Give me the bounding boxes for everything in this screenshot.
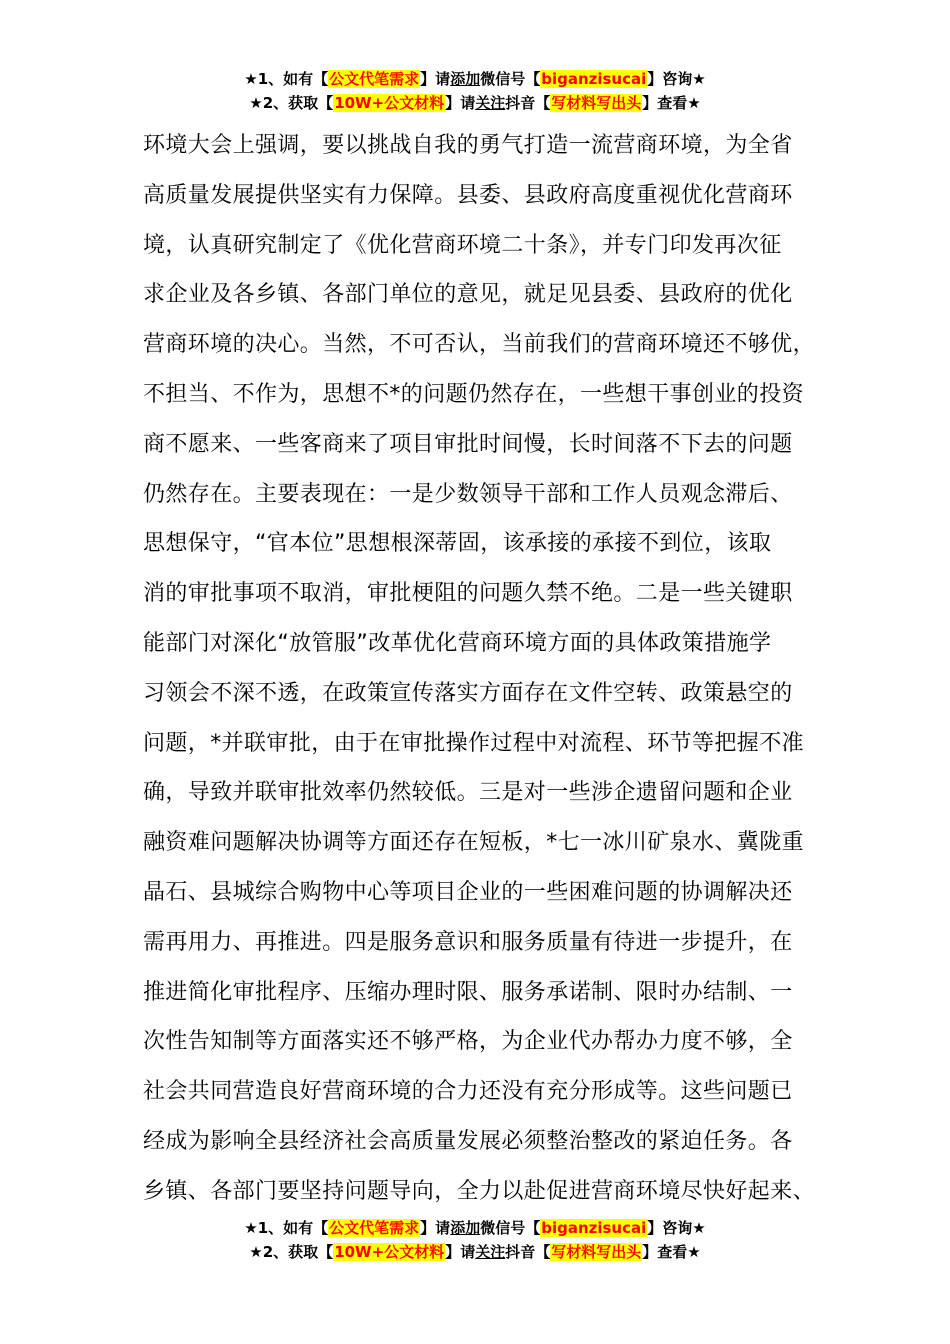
body-line: 需再用力、再推进。四是服务意识和服务质量有待进一步提升，在: [143, 929, 793, 955]
body-line: 商不愿来、一些客商来了项目审批时间慢，长时间落不下去的问题: [143, 431, 793, 457]
body-line: 仍然存在。主要表现在：一是少数领导干部和工作人员观念滞后、: [143, 481, 793, 507]
body-line: 经成为影响全县经济社会高质量发展必须整治整改的紧迫任务。各: [143, 1128, 793, 1154]
banner-text: 】咨询★: [647, 1219, 706, 1237]
body-line: 不担当、不作为，思想不*的问题仍然存在，一些想干事创业的投资: [143, 381, 805, 407]
banner-text: 】请: [445, 94, 476, 112]
banner-text: 】请: [420, 70, 451, 88]
body-line: 问题，*并联审批，由于在审批操作过程中对流程、环节等把握不准: [143, 730, 805, 756]
body-line: 推进简化审批程序、压缩办理时限、服务承诺制、限时办结制、一: [143, 979, 793, 1005]
banner-underlined: 关注: [475, 1243, 506, 1261]
banner-text: ★2、获取【: [249, 94, 334, 112]
banner-text: ★1、如有【: [244, 1219, 329, 1237]
body-line: 次性告知制等方面落实还不够严格，为企业代办帮办力度不够，全: [143, 1029, 793, 1055]
banner-underlined: 添加: [450, 70, 481, 88]
body-line: 融资难问题解决协调等方面还存在短板，*七一冰川矿泉水、冀陇重: [143, 830, 805, 856]
banner-highlight: 10W+公文材料: [334, 94, 445, 112]
body-line: 习领会不深不透，在政策宣传落实方面存在文件空转、政策悬空的: [143, 680, 793, 706]
body-line: 社会共同营造良好营商环境的合力还没有充分形成等。这些问题已: [143, 1079, 793, 1105]
banner-text: 】查看★: [642, 94, 701, 112]
banner-highlight: 公文代笔需求: [329, 1219, 420, 1237]
banner-line-2: [0, 92, 950, 116]
banner-highlight: biganzisucai: [541, 70, 647, 88]
banner-highlight: 写材料写出头: [551, 94, 642, 112]
banner-line-2: [0, 1241, 950, 1265]
body-line: 思想保守，“官本位”思想根深蒂固，该承接的承接不到位，该取: [143, 531, 772, 557]
banner-text: ★1、如有【: [244, 70, 329, 88]
banner-highlight: 10W+公文材料: [334, 1243, 445, 1261]
banner-highlight: biganzisucai: [541, 1219, 647, 1237]
banner-text: 微信号【: [480, 70, 541, 88]
banner-line-1: [0, 68, 950, 92]
header-banner: [0, 68, 950, 116]
banner-text: 抖音【: [505, 94, 551, 112]
banner-text: ★2、获取【: [249, 1243, 334, 1261]
banner-line-1: [0, 1217, 950, 1241]
body-line: 乡镇、各部门要坚持问题导向，全力以赴促进营商环境尽快好起来、: [143, 1178, 816, 1204]
banner-text: 】请: [445, 1243, 476, 1261]
body-line: 确，导致并联审批效率仍然较低。三是对一些涉企遗留问题和企业: [143, 780, 793, 806]
banner-text: 】查看★: [642, 1243, 701, 1261]
body-line: 营商环境的决心。当然，不可否认，当前我们的营商环境还不够优，: [143, 332, 816, 358]
body-line: 能部门对深化“放管服”改革优化营商环境方面的具体政策措施学: [143, 630, 772, 656]
banner-text: 抖音【: [505, 1243, 551, 1261]
body-line: 境，认真研究制定了《优化营商环境二十条》，并专门印发再次征: [143, 232, 782, 258]
document-body: [143, 121, 823, 1217]
banner-highlight: 公文代笔需求: [329, 70, 420, 88]
banner-highlight: 写材料写出头: [551, 1243, 642, 1261]
footer-banner: [0, 1217, 950, 1265]
body-line: 消的审批事项不取消，审批梗阻的问题久禁不绝。二是一些关键职: [143, 581, 793, 607]
banner-text: 】请: [420, 1219, 451, 1237]
banner-underlined: 添加: [450, 1219, 481, 1237]
banner-underlined: 关注: [475, 94, 506, 112]
body-line: 晶石、县城综合购物中心等项目企业的一些困难问题的协调解决还: [143, 879, 793, 905]
banner-text: 】咨询★: [647, 70, 706, 88]
body-line: 高质量发展提供坚实有力保障。县委、县政府高度重视优化营商环: [143, 182, 793, 208]
body-line: 环境大会上强调，要以挑战自我的勇气打造一流营商环境，为全省: [143, 133, 793, 158]
body-line: 求企业及各乡镇、各部门单位的意见，就足见县委、县政府的优化: [143, 282, 793, 308]
banner-text: 微信号【: [480, 1219, 541, 1237]
